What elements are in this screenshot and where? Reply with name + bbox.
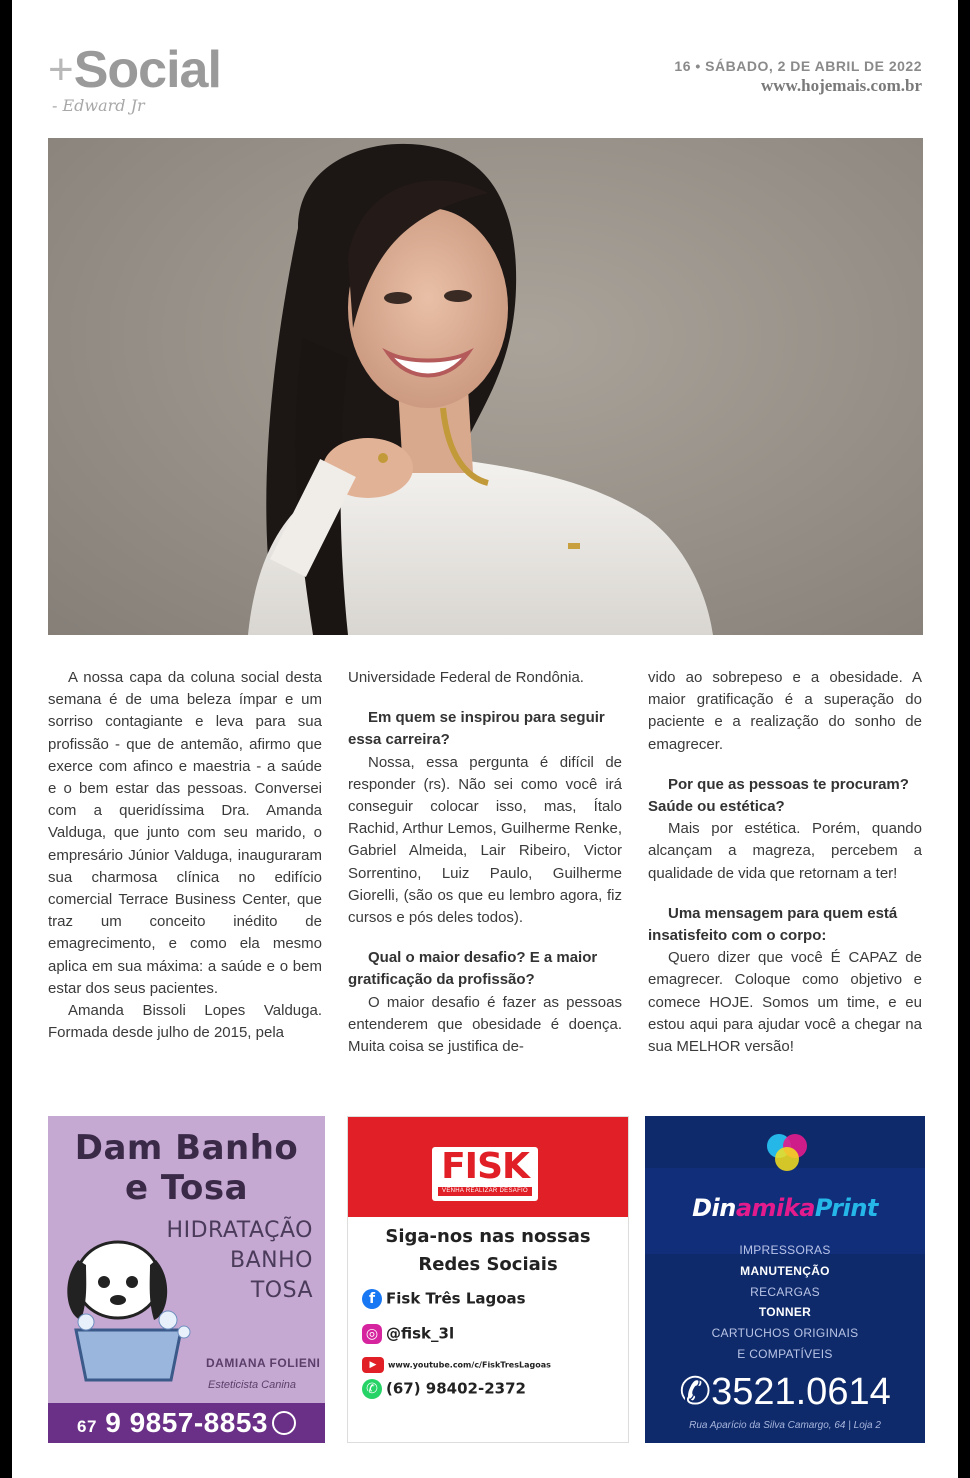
section-title: Social [73,41,221,99]
interview-answer: Quero dizer que você É CAPAZ de emagrecer. Coloque como objetivo e comece HOJE. Somos um time, e eu estou aqui para ajudar você a chegar na sua MELHOR versão! [648,949,922,1056]
ad-fisk-heading [348,1223,628,1279]
facebook-icon: f [362,1289,382,1309]
ad-dinamikaprint[interactable] [645,1116,925,1443]
ad-print-phone[interactable] [645,1370,925,1414]
phone-number: 9 9857-8853 [105,1407,268,1438]
article-paragraph: A nossa capa da coluna social desta semana é de uma beleza ímpar e um sorriso contagiante e leva para sua profissão - que de antemão, afirmo que exerce com afinco e maestria - a saúde e o bem estar das pessoas. Conversei com a queridíssima Dra. Amanda Valduga, que junto com seu marido, o empresário Júnior Valduga, inauguraram sua charmosa clínica no edifício comercial Terrace Business Center, que traz um conceito inédito de emagrecimento, e como ela mesmo aplica em sua máxima: a saúde e o bem estar dos seus pacientes. [48,669,322,997]
service-item: CARTUCHOS ORIGINAIS [711,1326,859,1341]
ad-fisk[interactable] [347,1116,629,1443]
brand-part: Print [814,1194,878,1222]
service-item: TOSA [250,1278,313,1303]
instagram-icon: ◎ [362,1324,382,1344]
article-column-1 [48,667,322,1044]
whatsapp-icon: ✆ [362,1379,382,1399]
ad-fisk-heading-line2: Redes Sociais [418,1254,558,1275]
issue-date: 16 • SÁBADO, 2 DE ABRIL DE 2022 [674,58,922,74]
fisk-logo [432,1147,538,1201]
fisk-tagline: VENHA REALIZAR DESAFIO [438,1187,532,1196]
ad-pet-title [48,1128,325,1208]
whatsapp-icon [272,1411,296,1435]
columnist-signature: - Edward Jr [52,96,145,115]
cover-photo [48,138,923,635]
article-paragraph: Amanda Bissoli Lopes Valduga. Formada desde julho de 2015, pela [48,1002,322,1042]
portrait-illustration [48,138,923,635]
article-column-3 [648,667,922,1058]
service-item: RECARGAS [750,1284,820,1299]
interview-question: Por que as pessoas te procuram? Saúde ou estética? [648,775,909,816]
instagram-handle: @fisk_3l [386,1324,455,1343]
youtube-icon: ▶ [362,1357,384,1373]
interview-question: Em quem se inspirou para seguir essa carreira? [348,709,605,749]
service-item: MANUTENÇÃO [740,1263,830,1278]
fisk-instagram-link[interactable] [362,1324,454,1344]
ad-pet-grooming[interactable] [48,1116,325,1443]
whatsapp-number: (67) 98402-2372 [386,1379,526,1398]
article-column-2 [348,667,622,1058]
brand-part: amika [735,1194,815,1222]
issue-info [674,58,922,96]
service-item: BANHO [230,1248,313,1273]
ad-fisk-heading-line1: Siga-nos nas nossas [385,1226,591,1247]
brand-part: Din [692,1194,736,1222]
article-paragraph: Universidade Federal de Rondônia. [348,669,584,686]
ink-drops-icon [763,1130,811,1174]
phone-number: 3521.0614 [711,1371,891,1413]
fisk-facebook-link[interactable] [362,1289,526,1309]
service-item: E COMPATÍVEIS [737,1346,833,1361]
ad-pet-phone[interactable] [48,1403,325,1443]
groomer-role: Esteticista Canina [208,1379,297,1391]
ad-pet-services [167,1216,313,1306]
ad-pet-title-line2: e Tosa [124,1168,249,1208]
interview-answer: O maior desafio é fazer as pessoas entenderem que obesidade é doença. Muita coisa se justifica de- [348,993,622,1056]
ad-print-brand [645,1194,925,1222]
groomer-name: DAMIANA FOLIENI [206,1356,321,1370]
service-item: IMPRESSORAS [739,1243,831,1257]
ad-print-address: Rua Aparício da Silva Camargo, 64 | Loja 2 [689,1420,881,1431]
article-paragraph: vido ao sobrepeso e a obesidade. A maior gratificação é a superação do paciente e a realização do sonho de emagrecer. [648,669,922,753]
website-url: www.hojemais.com.br [760,76,922,95]
fisk-youtube-link[interactable] [362,1357,551,1373]
interview-answer: Mais por estética. Porém, quando alcançam a magreza, percebem a qualidade de vida que retornam a ter! [648,820,922,882]
fisk-logo-text: FISK [441,1146,529,1187]
interview-question: Uma mensagem para quem está insatisfeito com o corpo: [648,904,898,945]
interview-answer: Nossa, essa pergunta é difícil de responder (rs). Não sei como você irá conseguir colocar isso, mas, Ítalo Rachid, Arthur Lemos, Guilherme Renke, Gabriel Almeida, Lair Ribeiro, Victor Sorrentino, Luiz Paulo, Guilherme Giorelli, (são os que eu lembro agora, fiz cursos e pós deles todos). [348,753,622,927]
facebook-handle: Fisk Três Lagoas [386,1289,526,1308]
phone-icon: ✆ [679,1371,712,1413]
ad-pet-title-line1: Dam Banho [74,1128,299,1168]
youtube-url: www.youtube.com/c/FiskTresLagoas [388,1360,551,1370]
service-item: TONNER [758,1305,812,1320]
interview-question: Qual o maior desafio? E a maior gratificação da profissão? [348,949,598,989]
newspaper-page [12,0,958,1478]
ad-print-services [645,1240,925,1365]
section-plus: + [48,45,74,94]
service-item: HIDRATAÇÃO [166,1218,313,1243]
section-masthead [48,40,221,115]
phone-area-code: 67 [77,1417,97,1436]
fisk-whatsapp-link[interactable] [362,1379,526,1399]
